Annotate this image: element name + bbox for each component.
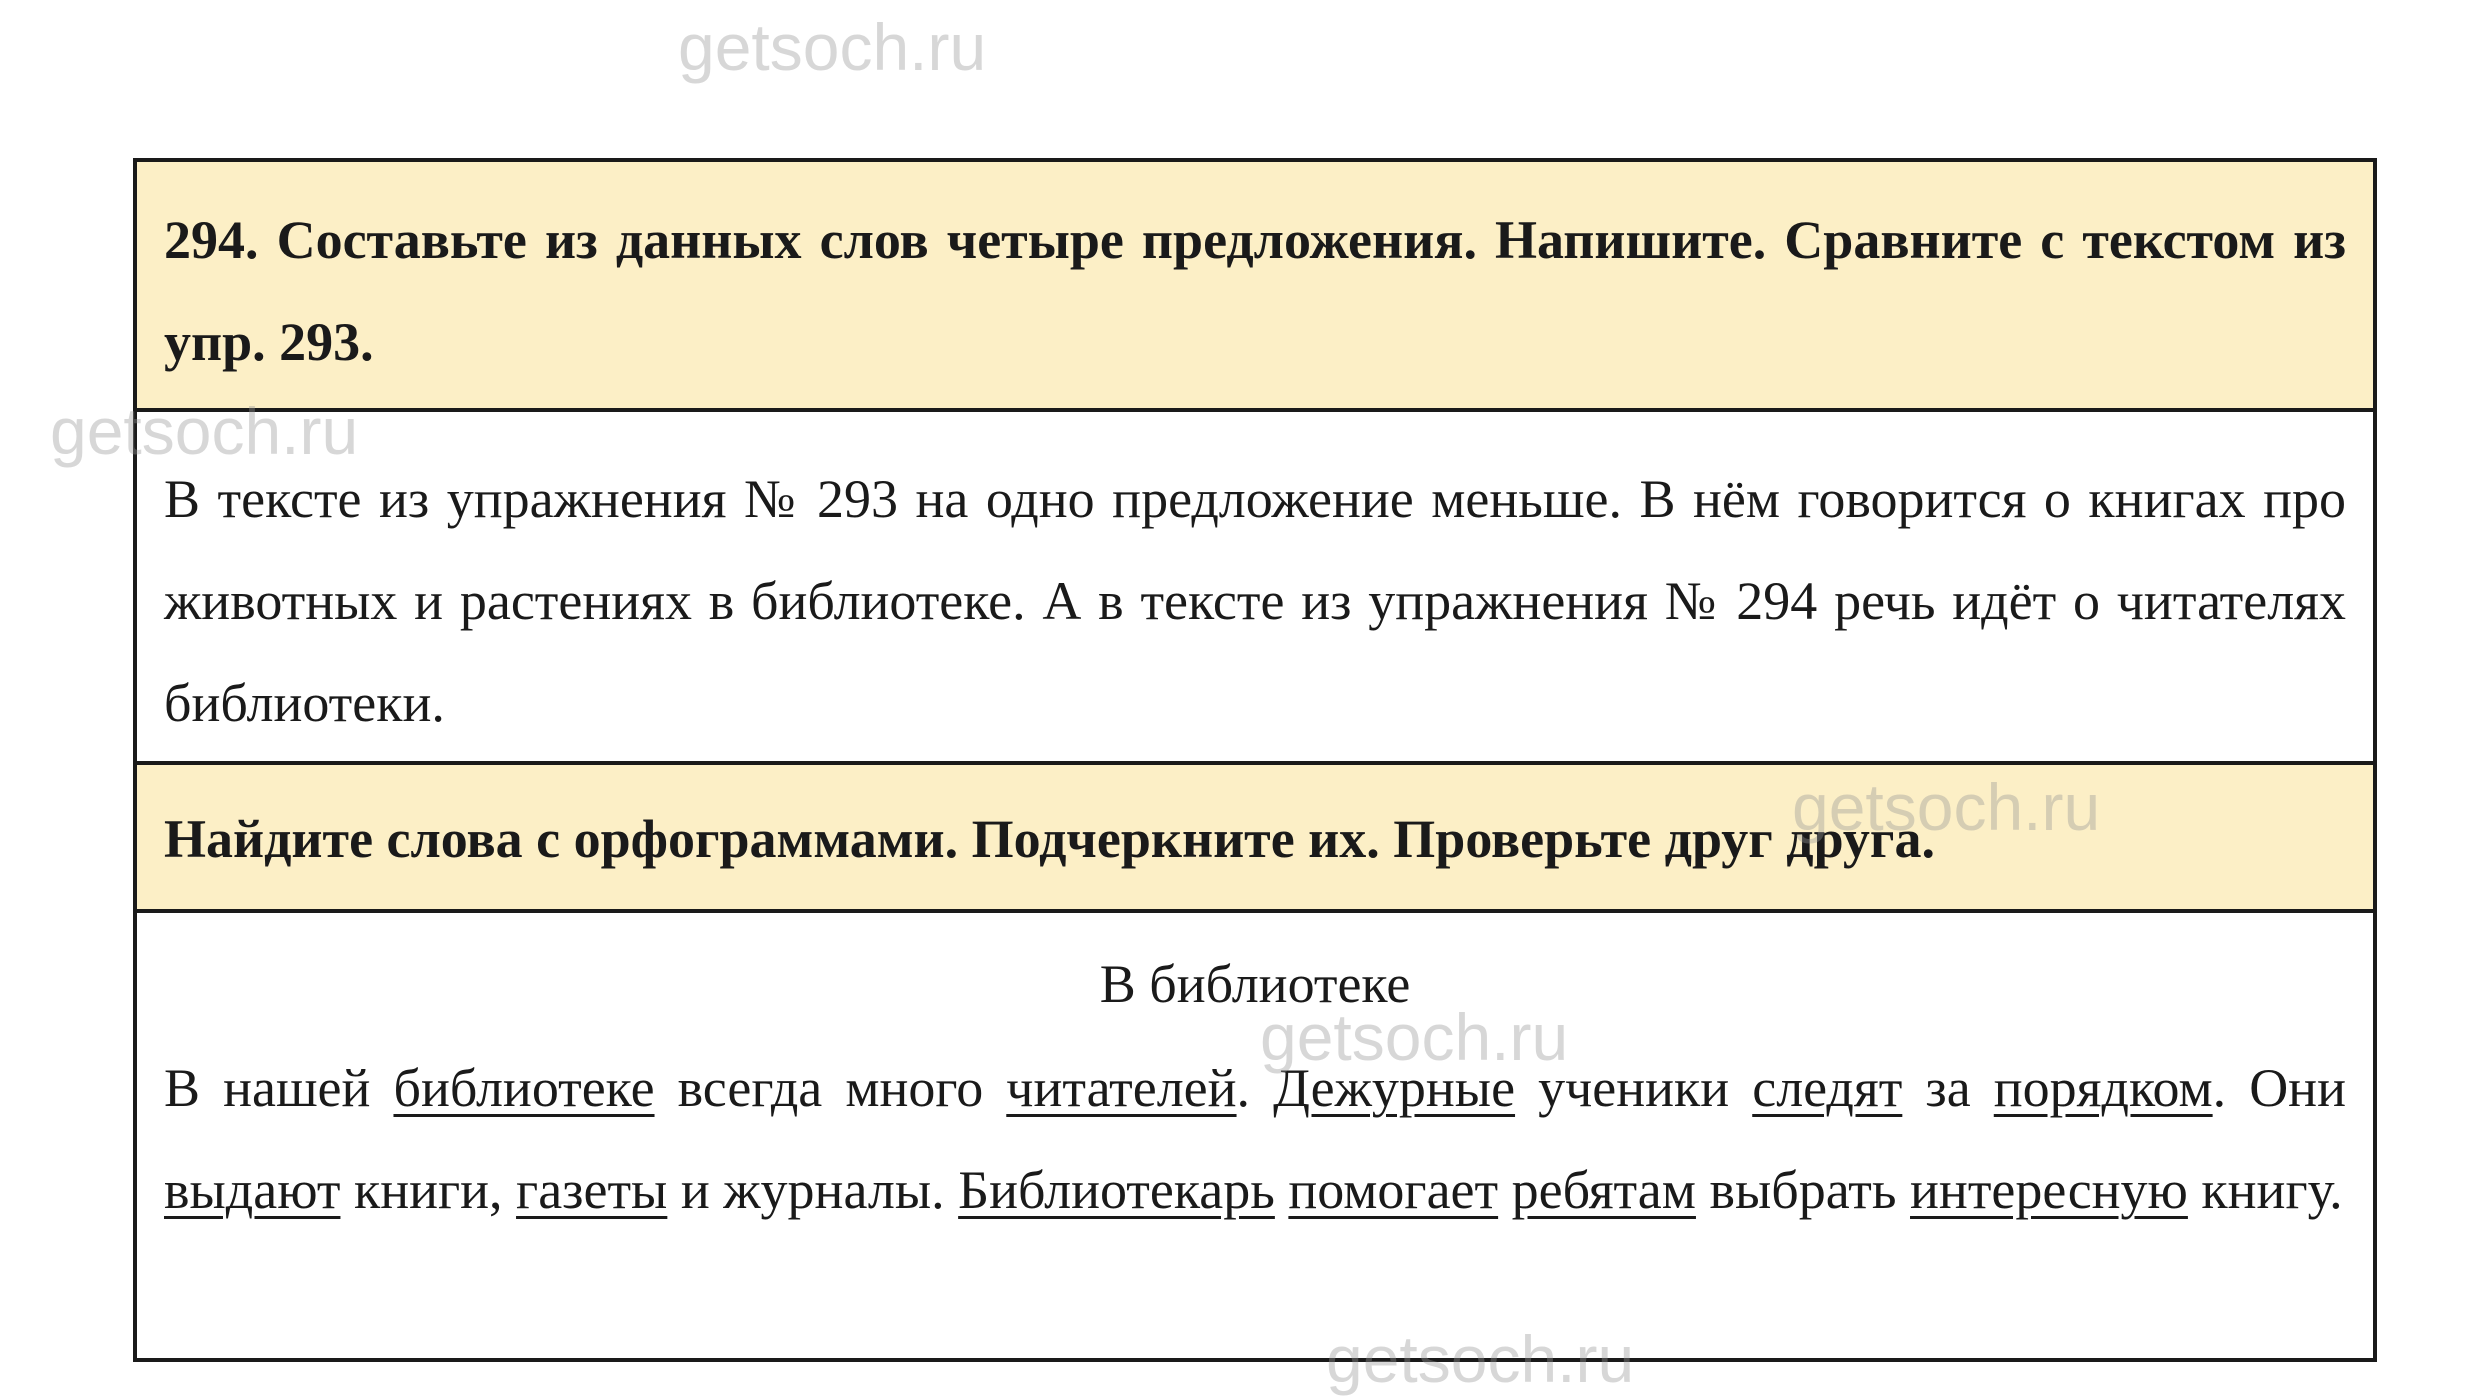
story-text-segment: книгу.	[2187, 1160, 2343, 1220]
story-text-segment: и журналы.	[667, 1160, 959, 1220]
story-row	[137, 909, 2373, 1358]
underlined-word: Библиотекарь	[958, 1160, 1275, 1220]
exercise-answer-row	[137, 408, 2373, 761]
story-text-segment: В нашей	[164, 1058, 394, 1118]
underlined-word: библиотеке	[393, 1058, 655, 1118]
story-text-segment	[1275, 1160, 1289, 1220]
underlined-word: читателей	[1006, 1058, 1237, 1118]
exercise-task-row	[137, 162, 2373, 408]
underlined-word: следят	[1752, 1058, 1903, 1118]
underlined-word: выдают	[164, 1160, 341, 1220]
exercise-answer-text: В тексте из упражнения № 293 на одно предложение меньше. В нём говорится о книгах про животных и растениях в библиотеке. А в тексте из упражнения № 294 речь идёт о читателях библиотеки.	[164, 469, 2346, 733]
watermark: getsoch.ru	[1792, 770, 2101, 844]
underlined-word: ребятам	[1511, 1160, 1696, 1220]
watermark: getsoch.ru	[1326, 1322, 1635, 1396]
story-text-segment: всегда много	[654, 1058, 1007, 1118]
watermark: getsoch.ru	[678, 10, 987, 84]
watermark: getsoch.ru	[50, 394, 359, 468]
exercise-task-text: 294. Составьте из данных слов четыре предложения. Напишите. Сравните с текстом из упр. 293.	[164, 210, 2346, 372]
subtask-row	[137, 761, 2373, 909]
story-text-segment: .	[1236, 1058, 1274, 1118]
story-text-segment: книги,	[340, 1160, 517, 1220]
exercise-table	[133, 158, 2377, 1362]
story-text-segment: выбрать	[1695, 1160, 1911, 1220]
underlined-word: интересную	[1910, 1160, 2188, 1220]
story-title: В библиотеке	[1099, 954, 1411, 1014]
story-text-segment: ученики	[1515, 1058, 1753, 1118]
underlined-word: порядком	[1993, 1058, 2213, 1118]
underlined-word: газеты	[516, 1160, 668, 1220]
story-text-segment: за	[1902, 1058, 1994, 1118]
story-text-segment: . Они	[2212, 1058, 2346, 1118]
underlined-word: помогает	[1288, 1160, 1499, 1220]
story-text	[164, 1037, 2346, 1241]
underlined-word: Дежурные	[1273, 1058, 1516, 1118]
story-text-segment	[1498, 1160, 1512, 1220]
watermark: getsoch.ru	[1260, 1000, 1569, 1074]
subtask-text: Найдите слова с орфограммами. Подчеркните их. Проверьте друг друга.	[164, 809, 1935, 869]
